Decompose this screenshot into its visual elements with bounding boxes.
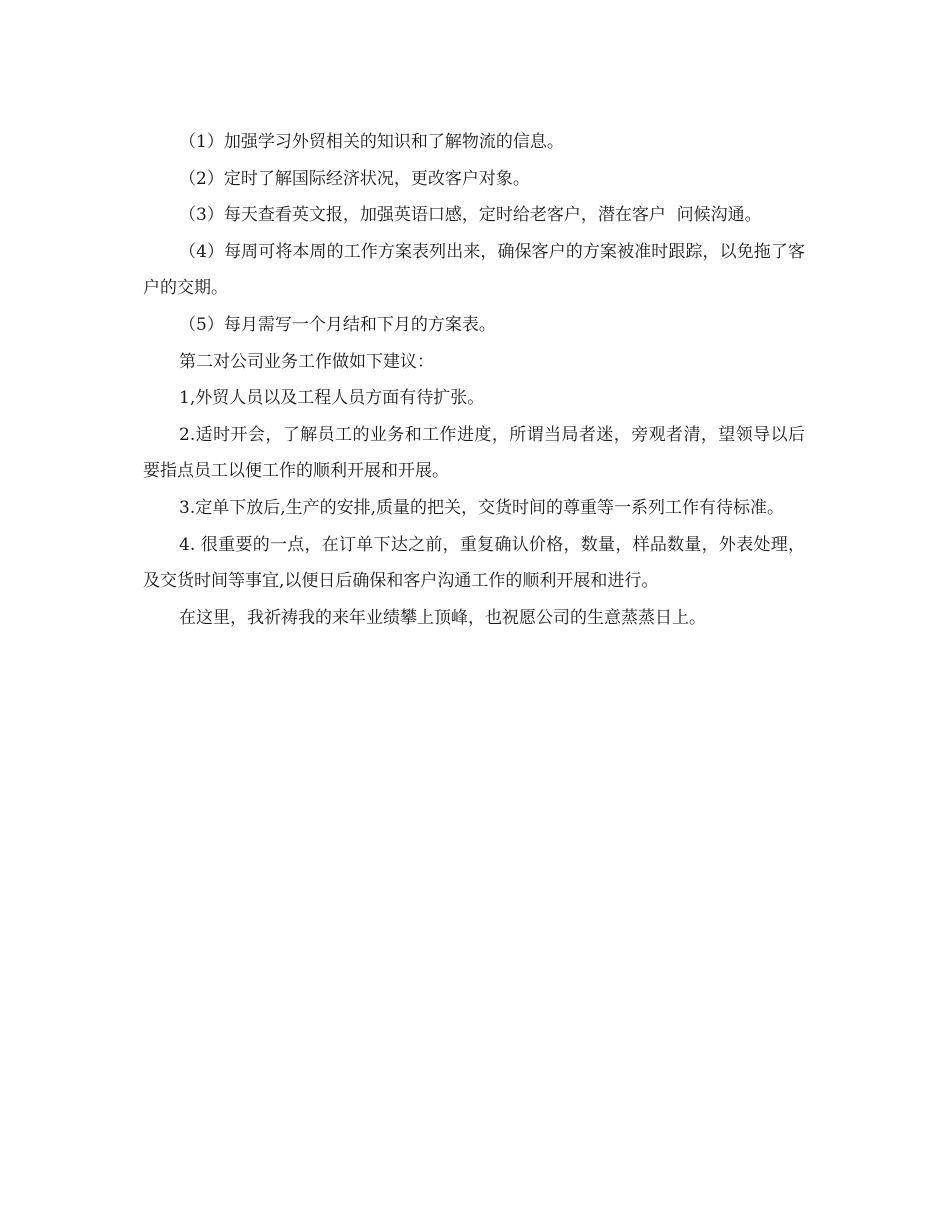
paragraph-item-1: （1）加强学习外贸相关的知识和了解物流的信息。 [179, 132, 564, 152]
suggestion-item-4: 4. 很重要的一点，在订单下达之前，重复确认价格，数量，样品数量，外表处理，及交货时间等事宜,以便日后确保和客户沟通工作的顺利开展和进行。 [143, 534, 805, 592]
document-body [143, 124, 805, 636]
section-heading: 第二对公司业务工作做如下建议： [179, 351, 434, 372]
paragraph-item-2: （2）定时了解国际经济状况，更改客户对象。 [179, 168, 530, 189]
suggestion-item-2: 2.适时开会，了解员工的业务和工作进度，所谓当局者迷，旁观者清，望领导以后要指点员工以便工作的顺利开展和开展。 [143, 424, 805, 482]
paragraph-item-4: （4）每周可将本周的工作方案表列出来，确保客户的方案被准时跟踪，以免拖了客户的交期。 [143, 241, 805, 299]
suggestion-item-3: 3.定单下放后,生产的安排,质量的把关，交货时间的尊重等一系列工作有待标准。 [179, 497, 785, 518]
suggestion-item-1: 1,外贸人员以及工程人员方面有待扩张。 [179, 388, 485, 409]
paragraph-item-3: （3）每天查看英文报，加强英语口感，定时给老客户，潜在客户 问候沟通。 [179, 205, 762, 226]
closing-paragraph: 在这里，我祈祷我的来年业绩攀上顶峰，也祝愿公司的生意蒸蒸日上。 [179, 607, 706, 628]
paragraph-item-5: （5）每月需写一个月结和下月的方案表。 [179, 314, 496, 335]
